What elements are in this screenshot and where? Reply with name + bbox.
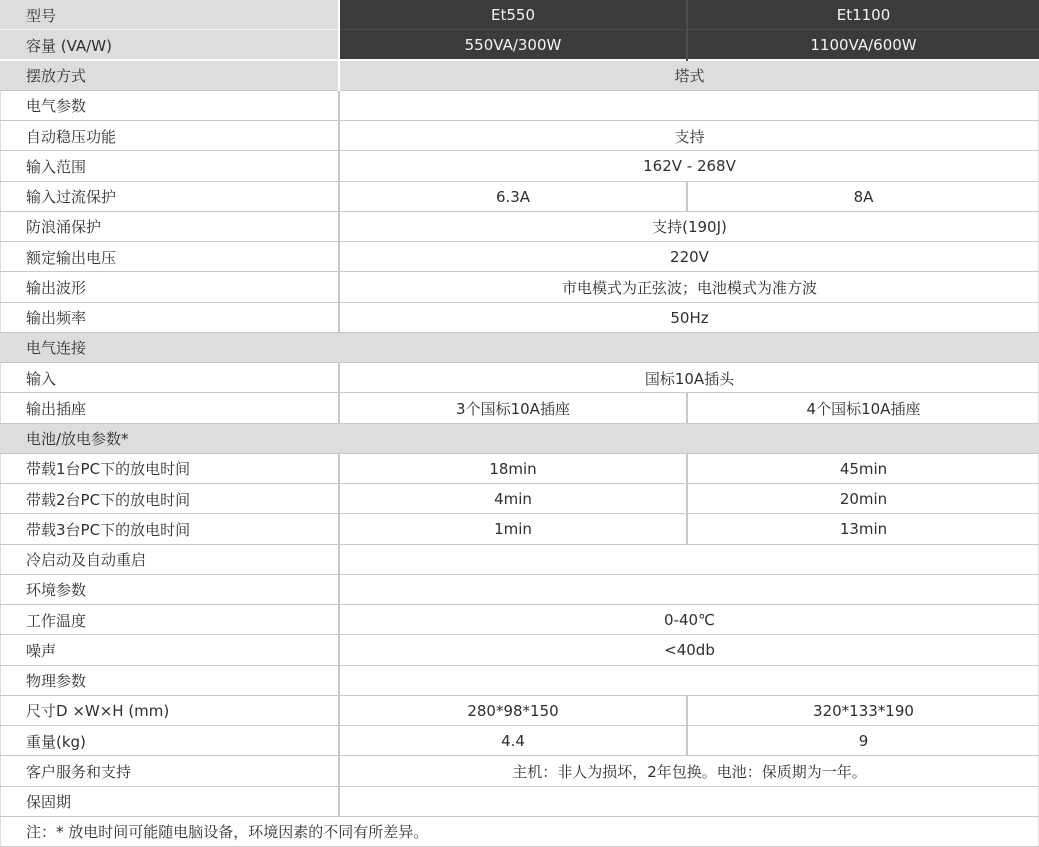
spec-value: 550VA/300W bbox=[340, 30, 688, 60]
spec-value: 8A bbox=[853, 187, 874, 206]
table-row bbox=[0, 0, 1039, 30]
row-label: 带载3台PC下的放电时间 bbox=[0, 514, 340, 544]
spec-value: 3个国标10A插座 bbox=[340, 393, 688, 423]
row-label: 带载1台PC下的放电时间 bbox=[0, 454, 340, 484]
table-row bbox=[0, 363, 1039, 393]
spec-value: 9 bbox=[858, 732, 869, 751]
row-label: 输入过流保护 bbox=[0, 182, 340, 212]
spec-value: 市电模式为正弦波；电池模式为准方波 bbox=[561, 278, 817, 297]
table-row bbox=[0, 393, 1039, 423]
spec-value: 6.3A bbox=[340, 182, 688, 212]
row-label: 输出插座 bbox=[0, 393, 340, 423]
spec-value: 支持(190J) bbox=[652, 218, 727, 237]
row-label: 噪声 bbox=[0, 635, 340, 665]
spec-value: 20min bbox=[839, 490, 888, 509]
table-row bbox=[0, 121, 1039, 151]
spec-value: 塔式 bbox=[674, 67, 705, 86]
spec-value bbox=[340, 666, 1039, 696]
spec-value: 18min bbox=[340, 454, 688, 484]
row-label: 电池/放电参数* bbox=[26, 430, 129, 449]
row-label: 电气参数 bbox=[0, 91, 340, 121]
table-row bbox=[0, 787, 1039, 817]
spec-value: 280*98*150 bbox=[340, 696, 688, 726]
spec-value: 1100VA/600W bbox=[688, 30, 1039, 60]
row-label: 摆放方式 bbox=[0, 61, 340, 91]
table-row bbox=[0, 303, 1039, 333]
row-label: 带载2台PC下的放电时间 bbox=[0, 484, 340, 514]
row-label: 型号 bbox=[0, 0, 340, 30]
spec-value bbox=[340, 787, 1039, 817]
table-row bbox=[0, 424, 1039, 454]
spec-value bbox=[340, 545, 1039, 575]
table-row bbox=[0, 242, 1039, 272]
row-label: 保固期 bbox=[0, 787, 340, 817]
spec-value: 主机：非人为损坏，2年包换。电池：保质期为一年。 bbox=[512, 762, 867, 781]
row-label: 尺寸D ×W×H (mm) bbox=[0, 696, 340, 726]
spec-value: 4min bbox=[340, 484, 688, 514]
row-label: 工作温度 bbox=[0, 605, 340, 635]
table-row bbox=[0, 726, 1039, 756]
row-label: 环境参数 bbox=[0, 575, 340, 605]
spec-value: 4.4 bbox=[340, 726, 688, 756]
spec-value: 50Hz bbox=[670, 308, 709, 327]
table-row bbox=[0, 272, 1039, 302]
row-label: 物理参数 bbox=[0, 666, 340, 696]
table-row bbox=[0, 182, 1039, 212]
footnote-text: 注：* 放电时间可能随电脑设备，环境因素的不同有所差异。 bbox=[26, 823, 429, 842]
table-row bbox=[0, 575, 1039, 605]
spec-value: 支持 bbox=[674, 127, 705, 146]
spec-value bbox=[340, 575, 1039, 605]
spec-value: <40db bbox=[664, 641, 715, 660]
row-label: 输出波形 bbox=[0, 272, 340, 302]
row-label: 客户服务和支持 bbox=[0, 756, 340, 786]
spec-value: Et1100 bbox=[688, 0, 1039, 30]
table-row bbox=[0, 30, 1039, 60]
row-label: 重量(kg) bbox=[0, 726, 340, 756]
row-label: 输入范围 bbox=[0, 151, 340, 181]
spec-value: 320*133*190 bbox=[813, 701, 914, 720]
spec-value: 0-40℃ bbox=[664, 611, 715, 630]
spec-value: 45min bbox=[839, 459, 888, 478]
spec-value: 13min bbox=[839, 520, 888, 539]
row-label: 输出频率 bbox=[0, 303, 340, 333]
table-row bbox=[0, 61, 1039, 91]
row-label: 冷启动及自动重启 bbox=[0, 545, 340, 575]
table-row bbox=[0, 514, 1039, 544]
row-label: 电气连接 bbox=[26, 339, 87, 358]
spec-value: 162V - 268V bbox=[643, 157, 736, 176]
note-row bbox=[0, 817, 1039, 847]
row-label: 额定输出电压 bbox=[0, 242, 340, 272]
table-row bbox=[0, 666, 1039, 696]
spec-value: 国标10A插头 bbox=[644, 369, 735, 388]
table-row bbox=[0, 605, 1039, 635]
table-row bbox=[0, 454, 1039, 484]
table-row bbox=[0, 696, 1039, 726]
spec-value bbox=[340, 91, 1039, 121]
table-row bbox=[0, 91, 1039, 121]
table-row bbox=[0, 484, 1039, 514]
spec-value: 4个国标10A插座 bbox=[806, 399, 921, 418]
table-row bbox=[0, 212, 1039, 242]
spec-value: Et550 bbox=[340, 0, 688, 30]
spec-value: 220V bbox=[670, 248, 709, 267]
row-label: 防浪涌保护 bbox=[0, 212, 340, 242]
row-label: 输入 bbox=[0, 363, 340, 393]
table-row bbox=[0, 545, 1039, 575]
table-row bbox=[0, 333, 1039, 363]
table-row bbox=[0, 635, 1039, 665]
row-label: 自动稳压功能 bbox=[0, 121, 340, 151]
spec-value: 1min bbox=[340, 514, 688, 544]
row-label: 容量 (VA/W) bbox=[0, 30, 340, 60]
table-row bbox=[0, 151, 1039, 181]
table-row bbox=[0, 756, 1039, 786]
